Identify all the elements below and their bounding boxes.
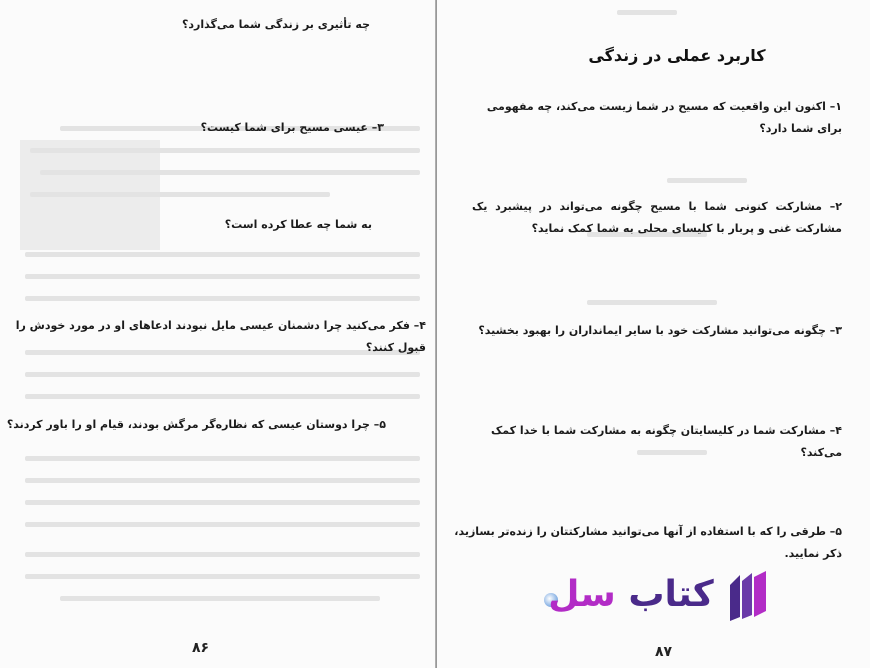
bleed-through-line — [25, 372, 420, 377]
books-icon — [726, 571, 770, 623]
right-page-number: ۸۷ — [655, 644, 673, 660]
left-question-4: ۴– فکر می‌کنید چرا دشمنان عیسی مایل نبودند ادعاهای او در مورد خودش را قبول کنند؟ — [15, 319, 426, 354]
bleed-through-line — [25, 456, 420, 461]
watermark-logo — [540, 567, 770, 627]
right-question-2: ۲– مشارکت کنونی شما با مسیح چگونه می‌تواند در پیشبرد یک مشارکت غنی و پربار با کلیسای محلی به شما کمک نماید؟ — [472, 200, 842, 235]
left-question-3: ۳– عیسی مسیح برای شما کیست؟ — [200, 121, 384, 134]
left-question-3-continued: به شما چه عطا کرده است؟ — [224, 218, 372, 231]
bleed-through-line — [25, 552, 420, 557]
logo-text — [540, 569, 722, 621]
bleed-through-line — [25, 296, 420, 301]
bleed-through-line — [25, 252, 420, 257]
bleed-through-line — [25, 574, 420, 579]
bleed-through-line — [587, 300, 717, 305]
right-question-3: ۳– چگونه می‌توانید مشارکت خود با سایر ایمانداران را بهبود بخشید؟ — [478, 324, 842, 337]
bleed-through-line — [25, 500, 420, 505]
bleed-through-line — [60, 596, 380, 601]
bleed-through-line — [667, 178, 747, 183]
bleed-through-line — [30, 192, 330, 197]
logo-word-1: کتاب — [628, 574, 714, 615]
right-question-5: ۵– طرقی را که با استفاده از آنها می‌توانید مشارکتتان را زنده‌تر بسازید، ذکر نمایید. — [454, 525, 842, 560]
left-question-5: ۵– چرا دوستان عیسی که نظاره‌گر مرگش بودند، قیام او را باور کردند؟ — [6, 418, 386, 431]
left-question-2-continued: چه تأثیری بر زندگی شما می‌گذارد؟ — [181, 18, 370, 31]
bleed-through-line — [617, 10, 677, 15]
bleed-through-line — [25, 274, 420, 279]
bleed-through-line — [25, 394, 420, 399]
bleed-through-line — [30, 148, 420, 153]
page-title: کاربرد عملی در زندگی — [588, 46, 766, 65]
bleed-through-line — [25, 478, 420, 483]
logo-word-2: سل — [548, 574, 616, 615]
bleed-through-line — [25, 522, 420, 527]
right-question-1: ۱– اکنون این واقعیت که مسیح در شما زیست می‌کند، چه مفهومی برای شما دارد؟ — [486, 100, 842, 135]
left-page-number: ۸۶ — [192, 640, 210, 656]
bleed-through-line — [40, 170, 420, 175]
right-question-4: ۴– مشارکت شما در کلیسایتان چگونه به مشارکت شما با خدا کمک می‌کند؟ — [491, 424, 842, 459]
